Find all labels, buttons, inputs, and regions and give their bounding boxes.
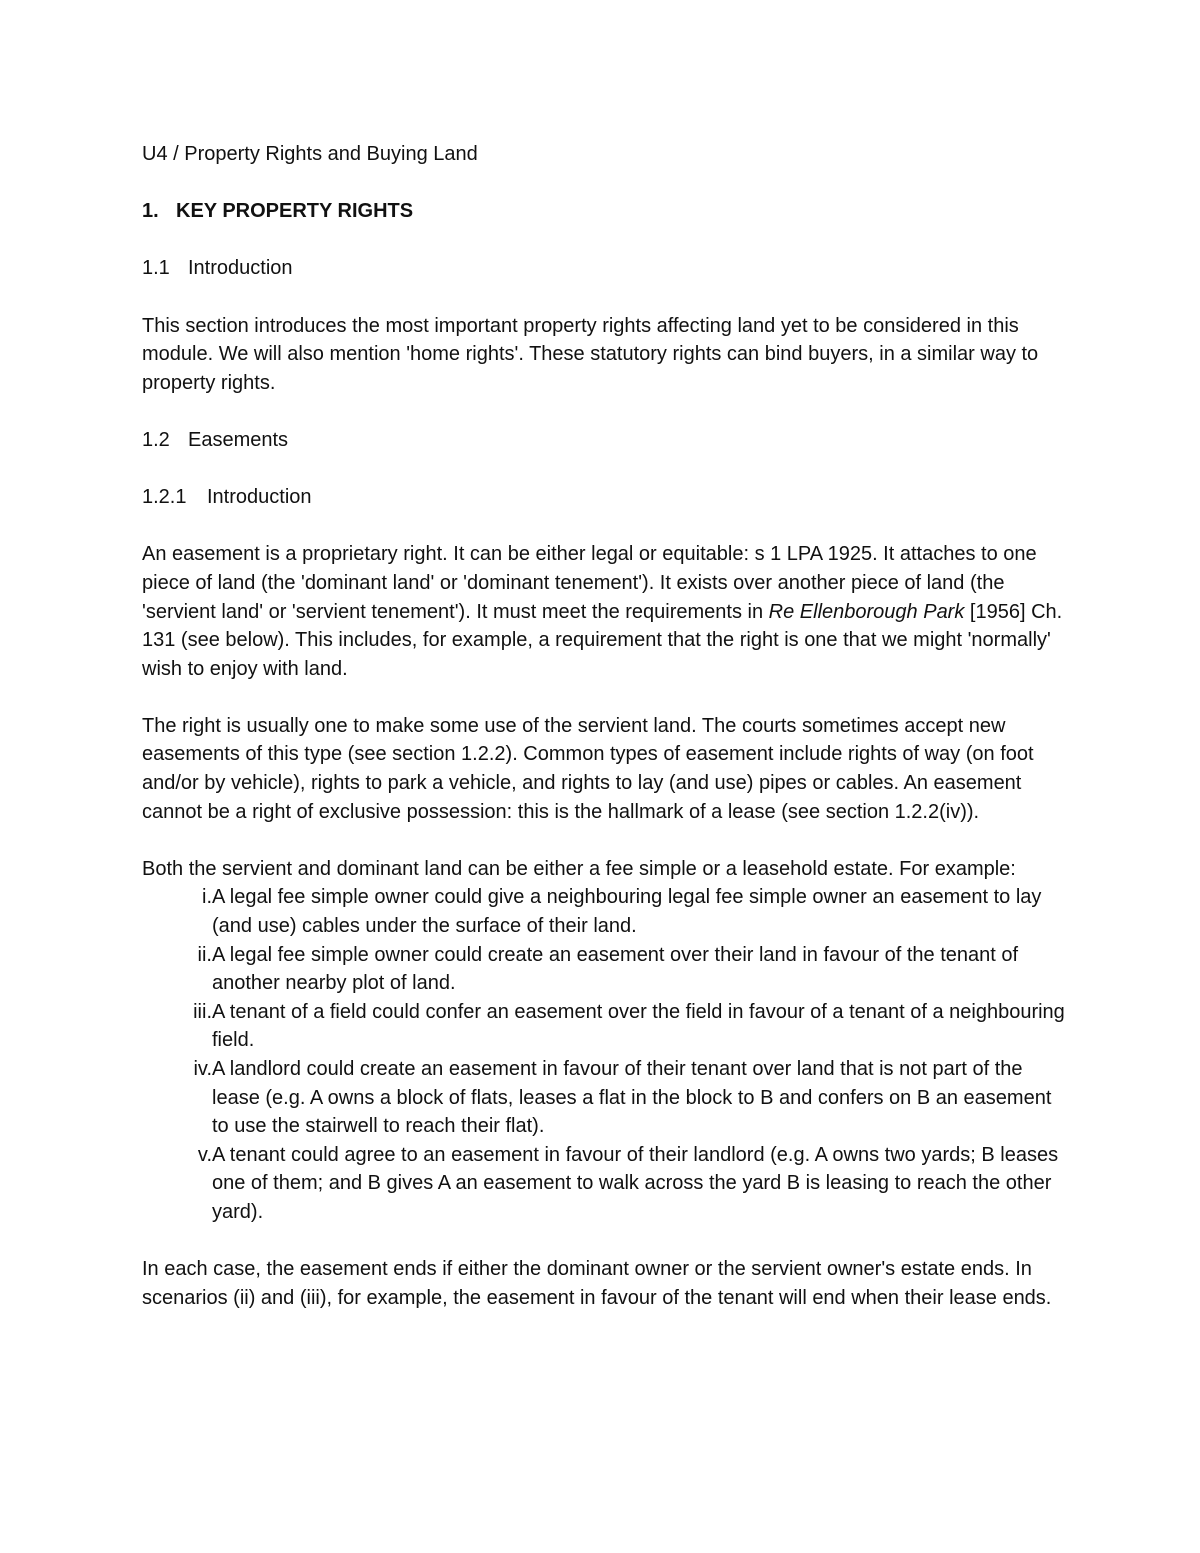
each-case-paragraph: In each case, the easement ends if either the dominant owner or the servient owner's estate ends. In scenarios (ii) and (iii), for example, the easement in favour of the tenant will end when their lease ends.	[142, 1258, 1052, 1309]
list-item	[142, 883, 1072, 940]
list-marker: i.	[202, 886, 212, 909]
subsection-heading-1-2	[142, 426, 1072, 455]
list-item-text: A tenant of a field could confer an easement over the field in favour of a tenant of a neighbouring field.	[212, 1000, 1065, 1052]
section-heading-1	[142, 197, 1072, 226]
subsection-number: 1.2.1	[142, 486, 187, 509]
list-item-text: A legal fee simple owner could create an easement over their land in favour of the tenant of another nearby plot of land.	[212, 943, 1019, 995]
subsection-number: 1.2	[142, 428, 170, 451]
list-marker: iii.	[193, 1000, 212, 1023]
list-item	[142, 1055, 1072, 1141]
section-number: 1.	[142, 200, 159, 223]
list-item-text: A tenant could agree to an easement in favour of their landlord (e.g. A owns two yards; B leases one of them; and B gives A an easement to walk across the yard B is leasing to reach the other yard).	[212, 1143, 1059, 1223]
easement-text-part-2: [1956] Ch. 131 (see below). This includes, for example, a requirement that the right is one that we might 'normally' wish to enjoy with land.	[142, 600, 1063, 680]
section-title: KEY PROPERTY RIGHTS	[176, 200, 414, 223]
subsection-title: Introduction	[188, 257, 293, 280]
subsection-title: Easements	[188, 428, 289, 451]
list-marker: iv.	[193, 1058, 212, 1080]
subsection-heading-1-2-1	[142, 483, 1072, 512]
intro-paragraph: This section introduces the most important property rights affecting land yet to be considered in this module. We will also mention 'home rights'. These statutory rights can bind buyers, in a similar way to property rights.	[142, 314, 1039, 394]
document-title: U4 / Property Rights and Buying Land	[142, 143, 478, 165]
case-name: Re Ellenborough Park	[768, 600, 965, 623]
easement-text-part-1: An easement is a proprietary right. It can be either legal or equitable: s 1 LPA 1925. It attaches to one piece of land (the 'dominant land' or 'dominant tenement'). It exists over another piece of land (the 'servient land' or 'servient tenement'). It must meet the requirements in	[142, 543, 1037, 623]
list-marker: ii.	[197, 943, 212, 966]
list-item-text: A legal fee simple owner could give a neighbouring legal fee simple owner an easement to lay (and use) cables under the surface of their land.	[212, 886, 1042, 938]
list-item	[142, 998, 1072, 1055]
list-item	[142, 1141, 1072, 1227]
list-item	[142, 941, 1072, 998]
examples-list	[142, 883, 1072, 1226]
right-paragraph: The right is usually one to make some use of the servient land. The courts sometimes accept new easements of this type (see section 1.2.2). Common types of easement include rights of way (on foot and/or by vehicle), rights to park a vehicle, and rights to lay (and use) pipes or cables. An easement cannot be a right of exclusive possession: this is the hallmark of a lease (see section 1.2.2(iv)).	[142, 714, 1034, 823]
list-item-text: A landlord could create an easement in favour of their tenant over land that is not part of the lease (e.g. A owns a block of flats, leases a flat in the block to B and confers on B an easement to use the stairwell to reach their flat).	[212, 1058, 1052, 1138]
subsection-title: Introduction	[207, 486, 312, 509]
easement-definition-paragraph	[142, 540, 1072, 683]
subsection-number: 1.1	[142, 257, 170, 280]
subsection-heading-1-1	[142, 254, 1072, 283]
document-page	[142, 140, 1072, 1341]
both-paragraph: Both the servient and dominant land can be either a fee simple or a leasehold estate. For example:	[142, 857, 1016, 880]
list-marker: v.	[197, 1143, 212, 1166]
